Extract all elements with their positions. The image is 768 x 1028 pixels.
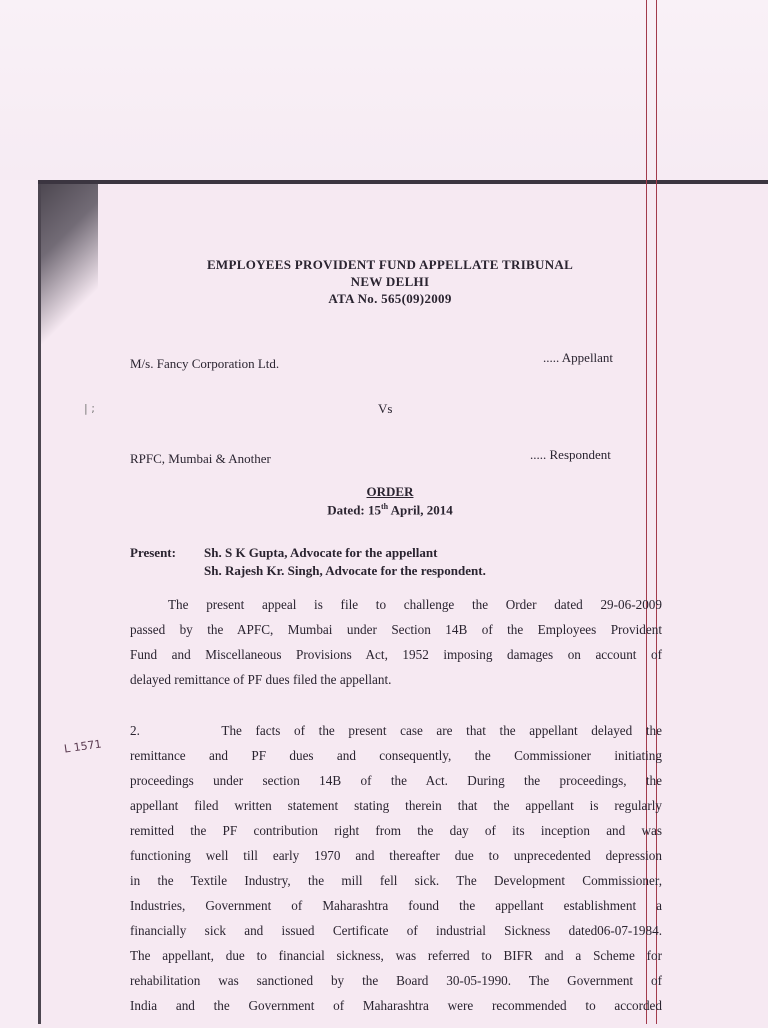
para2-line: financially sick and issued Certificate of industrial Sickness dated06-07-1984. — [130, 923, 662, 938]
paragraph-1 — [130, 592, 662, 692]
para2-line: appellant filed written statement stating therein that the appellant is regularly — [130, 798, 662, 813]
para1-line: Fund and Miscellaneous Provisions Act, 1952 imposing damages on account of — [130, 647, 662, 662]
document-header — [130, 256, 650, 307]
order-date — [280, 502, 500, 518]
respondent-role: ..... Respondent — [530, 447, 611, 462]
para2-line: functioning well till early 1970 and thereafter due to unprecedented depression — [130, 848, 662, 863]
para2-line: The appellant, due to financial sickness, was referred to BIFR and a Scheme for — [130, 948, 662, 963]
present-label: Present: — [130, 545, 176, 560]
para2-line: remittance and PF dues and consequently, the Commissioner initiating — [130, 748, 662, 763]
order-date-sup: th — [381, 502, 389, 511]
scan-shadow — [38, 184, 98, 344]
para2-line: Industries, Government of Maharashtra found the appellant establishment a — [130, 898, 662, 913]
para2-line: India and the Government of Maharashtra were recommended to accorded — [130, 998, 662, 1013]
paragraph-2 — [130, 718, 662, 1018]
order-date-prefix: Dated: 15 — [327, 502, 381, 518]
para2-line: 2. The facts of the present case are that the appellant delayed the — [130, 723, 662, 738]
present-respondent-counsel: Sh. Rajesh Kr. Singh, Advocate for the respondent. — [204, 563, 486, 578]
handwritten-margin-note: L 1571 — [63, 737, 103, 756]
versus-label: Vs — [378, 401, 393, 416]
present-block — [130, 544, 486, 580]
appellant-name: M/s. Fancy Corporation Ltd. — [130, 356, 280, 371]
appellant-role: ..... Appellant — [543, 350, 614, 365]
tribunal-name: EMPLOYEES PROVIDENT FUND APPELLATE TRIBUNAL — [206, 257, 574, 272]
para2-line: proceedings under section 14B of the Act. During the proceedings, the — [130, 773, 662, 788]
case-number: ATA No. 565(09)2009 — [328, 291, 452, 306]
para2-line: in the Textile Industry, the mill fell sick. The Development Commissioner, — [130, 873, 662, 888]
para1-line: The present appeal is file to challenge the Order dated 29-06-2009 — [168, 597, 662, 612]
tribunal-city: NEW DELHI — [350, 274, 430, 289]
order-title: ORDER — [366, 484, 414, 499]
scan-background — [0, 0, 768, 180]
present-appellant-counsel: Sh. S K Gupta, Advocate for the appellant — [204, 545, 438, 560]
sheet-edge — [38, 184, 41, 1024]
para2-line: rehabilitation was sanctioned by the Board 30-05-1990. The Government of — [130, 973, 662, 988]
para2-line: remitted the PF contribution right from the day of its inception and was — [130, 823, 662, 838]
para1-line: delayed remittance of PF dues filed the appellant. — [130, 672, 392, 687]
margin-marks: | ; — [84, 402, 95, 415]
order-date-suffix: April, 2014 — [388, 502, 453, 518]
respondent-name: RPFC, Mumbai & Another — [130, 451, 271, 466]
para1-line: passed by the APFC, Mumbai under Section 14B of the Employees Provident — [130, 622, 662, 637]
